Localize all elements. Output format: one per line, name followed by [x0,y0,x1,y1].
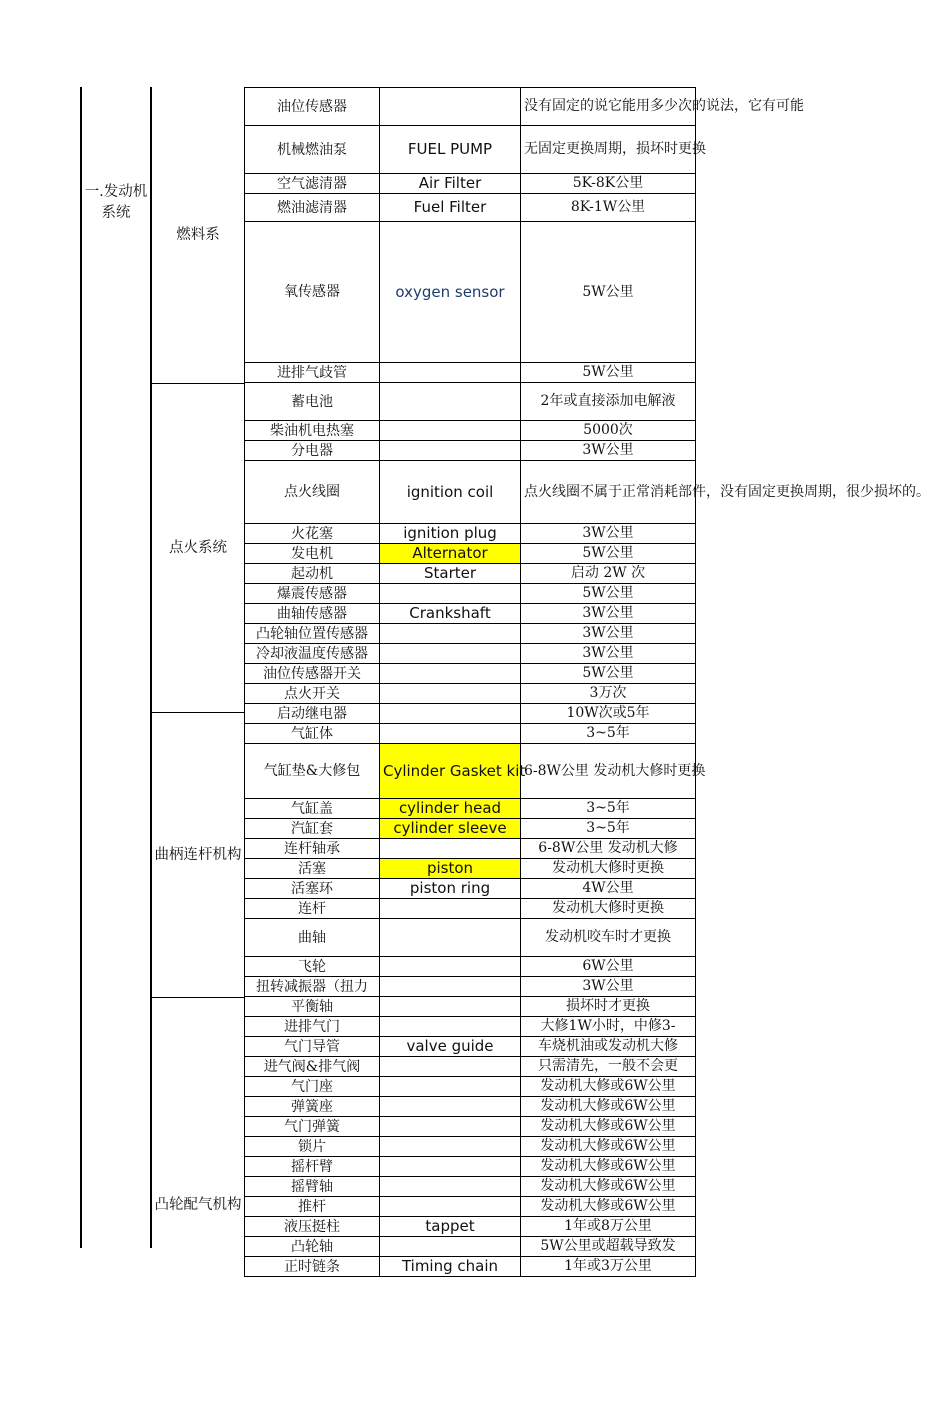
part-lifespan-cell: 5000次 [521,421,696,441]
part-name-cell: 气门座 [245,1077,380,1097]
part-name-cell: 氧传感器 [245,222,380,363]
table-row [245,684,696,704]
part-lifespan-cell: 点火线圈不属于正常消耗部件，没有固定更换周期，很少损坏的。 [521,461,696,524]
part-name-cell: 推杆 [245,1197,380,1217]
part-name-cell: 汽缸套 [245,819,380,839]
table-row [245,1097,696,1117]
table-row [245,421,696,441]
table-row [245,1217,696,1237]
part-lifespan-cell: 3~5年 [521,819,696,839]
part-name-cell: 活塞环 [245,879,380,899]
part-english-cell: Timing chain [380,1257,521,1277]
part-lifespan-cell: 发动机大修或6W公里 [521,1077,696,1097]
part-english-cell [380,1197,521,1217]
part-name-cell: 气缸垫&大修包 [245,744,380,799]
part-name-cell: 凸轮轴 [245,1237,380,1257]
part-name-cell: 摇臂轴 [245,1177,380,1197]
part-name-cell: 发电机 [245,544,380,564]
table-row [245,1197,696,1217]
part-english-cell [380,899,521,919]
part-name-cell: 锁片 [245,1137,380,1157]
subcategory-valve: 凸轮配气机构 [154,1197,242,1213]
table-row [245,859,696,879]
part-english-cell [380,684,521,704]
part-lifespan-cell: 1年或8万公里 [521,1217,696,1237]
part-lifespan-cell: 车烧机油或发动机大修 [521,1037,696,1057]
part-english-cell [380,1077,521,1097]
part-lifespan-cell: 5W公里 [521,584,696,604]
part-english-cell [380,1097,521,1117]
part-english-cell: cylinder head [380,799,521,819]
table-row [245,977,696,997]
part-lifespan-cell: 没有固定的说它能用多少次的说法，它有可能 [521,88,696,126]
part-lifespan-cell: 启动 2W 次 [521,564,696,584]
table-row [245,544,696,564]
part-name-cell: 摇杆臂 [245,1157,380,1177]
part-english-cell [380,919,521,957]
part-name-cell: 活塞 [245,859,380,879]
part-name-cell: 扭转减振器（扭力 [245,977,380,997]
part-name-cell: 正时链条 [245,1257,380,1277]
part-name-cell: 飞轮 [245,957,380,977]
table-row [245,1057,696,1077]
part-english-cell: valve guide [380,1037,521,1057]
table-row [245,461,696,524]
part-english-cell [380,383,521,421]
part-lifespan-cell: 4W公里 [521,879,696,899]
part-lifespan-cell: 5K-8K公里 [521,174,696,194]
part-lifespan-cell: 5W公里 [521,544,696,564]
part-english-cell: piston ring [380,879,521,899]
table-row [245,1037,696,1057]
part-english-cell [380,724,521,744]
parts-table [244,87,930,1277]
part-english-cell: piston [380,859,521,879]
part-lifespan-cell: 6-8W公里 发动机大修 [521,839,696,859]
part-lifespan-cell: 大修1W小时，中修3- [521,1017,696,1037]
part-english-cell [380,1017,521,1037]
table-row [245,524,696,544]
table-row [245,799,696,819]
table-row [245,88,696,126]
table-row [245,1237,696,1257]
part-lifespan-cell: 损坏时才更换 [521,997,696,1017]
part-english-cell [380,441,521,461]
part-name-cell: 进气阀&排气阀 [245,1057,380,1077]
table-row [245,919,696,957]
part-english-cell: Cylinder Gasket kit [380,744,521,799]
part-english-cell [380,1237,521,1257]
table-row [245,441,696,461]
table-row [245,383,696,421]
part-name-cell: 凸轮轴位置传感器 [245,624,380,644]
part-english-cell: cylinder sleeve [380,819,521,839]
part-name-cell: 进排气歧管 [245,363,380,383]
part-name-cell: 分电器 [245,441,380,461]
table-row [245,724,696,744]
part-name-cell: 柴油机电热塞 [245,421,380,441]
part-lifespan-cell: 无固定更换周期，损坏时更换 [521,126,696,174]
part-lifespan-cell: 5W公里或超载导致发 [521,1237,696,1257]
part-lifespan-cell: 6-8W公里 发动机大修时更换 [521,744,696,799]
part-lifespan-cell: 发动机大修或6W公里 [521,1097,696,1117]
part-name-cell: 气门导管 [245,1037,380,1057]
part-lifespan-cell: 发动机大修或6W公里 [521,1197,696,1217]
part-english-cell [380,997,521,1017]
part-name-cell: 连杆轴承 [245,839,380,859]
part-english-cell [380,1057,521,1077]
table-row [245,194,696,222]
table-row [245,819,696,839]
part-lifespan-cell: 发动机大修或6W公里 [521,1137,696,1157]
part-lifespan-cell: 5W公里 [521,222,696,363]
part-name-cell: 曲轴传感器 [245,604,380,624]
part-lifespan-cell: 3~5年 [521,799,696,819]
table-row [245,1137,696,1157]
part-name-cell: 点火线圈 [245,461,380,524]
part-lifespan-cell: 1年或3万公里 [521,1257,696,1277]
table-row [245,744,696,799]
part-name-cell: 空气滤清器 [245,174,380,194]
part-lifespan-cell: 发动机大修或6W公里 [521,1157,696,1177]
table-row [245,839,696,859]
subcategory-fuel: 燃料系 [176,227,220,243]
table-row [245,664,696,684]
part-name-cell: 气缸盖 [245,799,380,819]
part-name-cell: 冷却液温度传感器 [245,644,380,664]
part-name-cell: 弹簧座 [245,1097,380,1117]
part-lifespan-cell: 3W公里 [521,624,696,644]
part-lifespan-cell: 8K-1W公里 [521,194,696,222]
part-lifespan-cell: 3W公里 [521,441,696,461]
part-name-cell: 气缸体 [245,724,380,744]
part-lifespan-cell: 3W公里 [521,977,696,997]
part-english-cell [380,957,521,977]
part-english-cell: FUEL PUMP [380,126,521,174]
left-border [80,87,82,1248]
part-name-cell: 燃油滤清器 [245,194,380,222]
part-english-cell [380,1177,521,1197]
table-row [245,222,696,363]
part-english-cell [380,421,521,441]
part-name-cell: 点火开关 [245,684,380,704]
part-english-cell [380,977,521,997]
part-english-cell: Air Filter [380,174,521,194]
part-english-cell [380,624,521,644]
part-english-cell [380,1157,521,1177]
table-row [245,1257,696,1277]
part-name-cell: 启动继电器 [245,704,380,724]
part-name-cell: 液压挺柱 [245,1217,380,1237]
part-name-cell: 油位传感器开关 [245,664,380,684]
part-lifespan-cell: 2年或直接添加电解液 [521,383,696,421]
part-lifespan-cell: 5W公里 [521,363,696,383]
part-name-cell: 平衡轴 [245,997,380,1017]
part-name-cell: 曲轴 [245,919,380,957]
part-name-cell: 蓄电池 [245,383,380,421]
part-english-cell [380,664,521,684]
part-lifespan-cell: 3W公里 [521,524,696,544]
table-row [245,1077,696,1097]
table-row [245,1177,696,1197]
part-english-cell: Starter [380,564,521,584]
table-row [245,1157,696,1177]
part-english-cell: tappet [380,1217,521,1237]
part-lifespan-cell: 发动机大修时更换 [521,859,696,879]
part-lifespan-cell: 发动机大修或6W公里 [521,1177,696,1197]
part-lifespan-cell: 只需清先，一般不会更 [521,1057,696,1077]
part-english-cell: Crankshaft [380,604,521,624]
part-english-cell: ignition plug [380,524,521,544]
part-name-cell: 起动机 [245,564,380,584]
table-row [245,957,696,977]
part-english-cell: Fuel Filter [380,194,521,222]
part-lifespan-cell: 5W公里 [521,664,696,684]
part-lifespan-cell: 3万次 [521,684,696,704]
part-lifespan-cell: 发动机咬车时才更换 [521,919,696,957]
table-row [245,363,696,383]
part-english-cell [380,363,521,383]
part-english-cell [380,1117,521,1137]
part-lifespan-cell: 3W公里 [521,604,696,624]
part-english-cell: Alternator [380,544,521,564]
subcategory-crank: 曲柄连杆机构 [154,846,242,863]
table-row [245,899,696,919]
part-english-cell [380,644,521,664]
part-lifespan-cell: 发动机大修时更换 [521,899,696,919]
subcategory-ignition: 点火系统 [169,539,227,556]
table-row [245,1117,696,1137]
table-row [245,704,696,724]
part-name-cell: 气门弹簧 [245,1117,380,1137]
part-lifespan-cell: 发动机大修或6W公里 [521,1117,696,1137]
table-row [245,1017,696,1037]
part-english-cell [380,584,521,604]
part-lifespan-cell: 3~5年 [521,724,696,744]
table-row [245,997,696,1017]
table-row [245,644,696,664]
table-row [245,126,696,174]
part-lifespan-cell: 10W次或5年 [521,704,696,724]
part-lifespan-cell: 3W公里 [521,644,696,664]
part-name-cell: 进排气门 [245,1017,380,1037]
part-name-cell: 爆震传感器 [245,584,380,604]
part-lifespan-cell: 6W公里 [521,957,696,977]
table-row [245,624,696,644]
table-row [245,564,696,584]
part-name-cell: 油位传感器 [245,88,380,126]
part-english-cell [380,704,521,724]
part-english-cell [380,1137,521,1157]
main-category-label: 一.发动机系统 [84,184,148,221]
part-name-cell: 连杆 [245,899,380,919]
part-name-cell: 机械燃油泵 [245,126,380,174]
table-row [245,604,696,624]
part-english-cell: ignition coil [380,461,521,524]
table-row [245,584,696,604]
part-name-cell: 火花塞 [245,524,380,544]
part-english-cell [380,88,521,126]
table-row [245,879,696,899]
table-row [245,174,696,194]
part-english-cell [380,839,521,859]
part-english-cell: oxygen sensor [380,222,521,363]
